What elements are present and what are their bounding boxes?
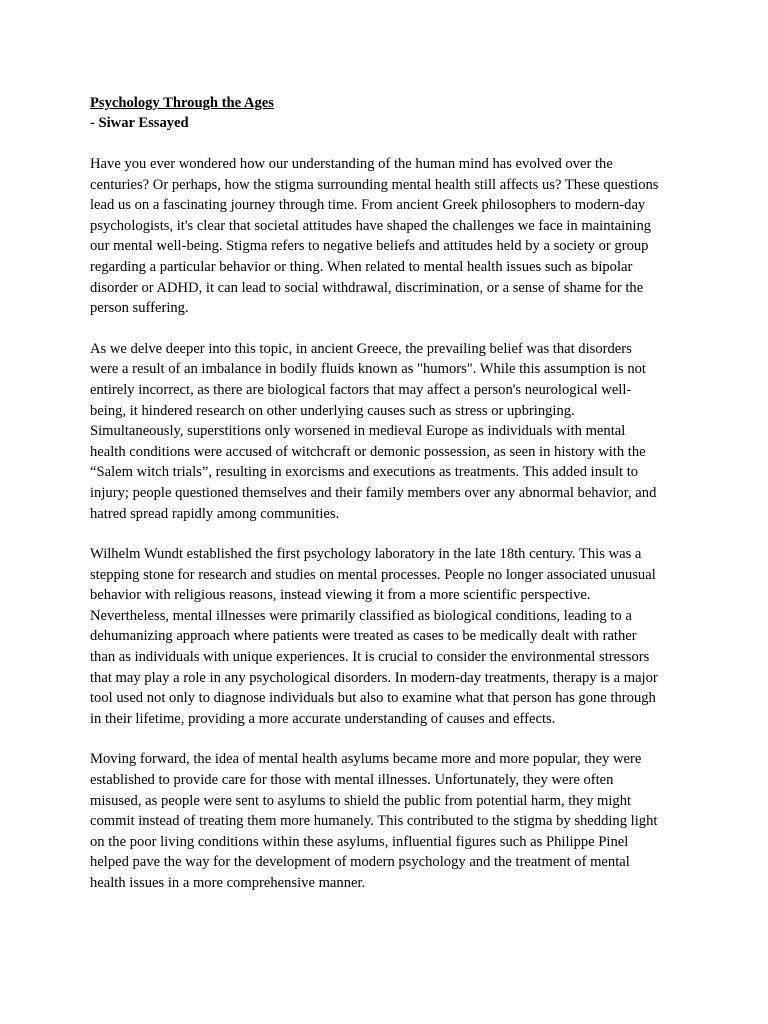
- paragraph-line: hatred spread rapidly among communities.: [90, 505, 340, 522]
- paragraph-line: stepping stone for research and studies on mental processes. People no longer associated unusual: [90, 566, 656, 583]
- paragraph: [90, 154, 690, 319]
- paragraph-line: helped pave the way for the development of modern psychology and the treatment of mental: [90, 854, 630, 871]
- paragraph-line: health conditions were accused of witchcraft or demonic possession, as seen in history with the: [90, 443, 646, 460]
- paragraph-line: regarding a particular behavior or thing. When related to mental health issues such as bipolar: [90, 258, 633, 275]
- paragraph-line: injury; people questioned themselves and their family members over any abnormal behavior, and: [90, 484, 657, 501]
- paragraph-line: Wilhelm Wundt established the first psychology laboratory in the late 18th century. This was a: [90, 546, 642, 563]
- paragraph-line: established to provide care for those with mental illnesses. Unfortunately, they were often: [90, 772, 614, 789]
- paragraph-line: misused, as people were sent to asylums to shield the public from potential harm, they might: [90, 792, 632, 809]
- paragraph-line: behavior with religious reasons, instead viewing it from a more scientific perspective.: [90, 587, 591, 604]
- paragraph-line: disorder or ADHD, it can lead to social withdrawal, discrimination, or a sense of shame for the: [90, 279, 644, 296]
- paragraph-line: Have you ever wondered how our understanding of the human mind has evolved over the: [90, 156, 613, 172]
- paragraph-line: than as individuals with unique experiences. It is crucial to consider the environmental stressors: [90, 649, 650, 666]
- paragraph-line: Moving forward, the idea of mental health asylums became more and more popular, they were: [90, 751, 642, 768]
- paragraph-line: dehumanizing approach where patients were treated as cases to be medically dealt with rather: [90, 628, 637, 645]
- document-body: [90, 93, 690, 894]
- paragraph-line: health issues in a more comprehensive manner.: [90, 875, 366, 891]
- paragraph-line: Nevertheless, mental illnesses were primarily classified as biological conditions, leading to a: [90, 607, 632, 624]
- paragraph-line: in their lifetime, providing a more accurate understanding of causes and effects.: [90, 710, 556, 727]
- document-title: Psychology Through the Ages: [90, 95, 274, 111]
- paragraph: [90, 749, 690, 893]
- paragraph: [90, 544, 690, 729]
- document-author: - Siwar Essayed: [90, 115, 189, 131]
- paragraph-line: lead us on a fascinating journey through time. From ancient Greek philosophers to modern-day: [90, 197, 646, 214]
- paragraph-line: our mental well-being. Stigma refers to negative beliefs and attitudes held by a society or group: [90, 238, 649, 255]
- paragraph: [90, 339, 690, 524]
- paragraph-line: entirely incorrect, as there are biological factors that may affect a person's neurological well-: [90, 381, 632, 398]
- paragraph-line: were a result of an imbalance in bodily fluids known as "humors". While this assumption is not: [90, 361, 646, 378]
- paragraph-spacer: [90, 729, 690, 749]
- paragraphs-container: [90, 154, 690, 894]
- header-spacer: [90, 133, 690, 154]
- paragraph-line: person suffering.: [90, 300, 189, 317]
- paragraph-line: centuries? Or perhaps, how the stigma surrounding mental health still affects us? These questions: [90, 176, 659, 193]
- paragraph-line: “Salem witch trials”, resulting in exorcisms and executions as treatments. This added insult to: [90, 464, 639, 481]
- paragraph-line: Simultaneously, superstitions only worsened in medieval Europe as individuals with mental: [90, 423, 626, 440]
- paragraph-spacer: [90, 319, 690, 339]
- paragraph-line: tool used not only to diagnose individuals but also to examine what that person has gone through: [90, 690, 656, 707]
- paragraph-line: psychologists, it's clear that societal attitudes have shaped the challenges we face in maintaining: [90, 217, 652, 234]
- paragraph-line: As we delve deeper into this topic, in ancient Greece, the prevailing belief was that disorders: [90, 340, 632, 357]
- paragraph-spacer: [90, 524, 690, 544]
- paragraph-line: being, it hindered research on other underlying causes such as stress or upbringing.: [90, 402, 575, 419]
- paragraph-line: on the poor living conditions within these asylums, influential figures such as Philippe Pinel: [90, 833, 629, 850]
- paragraph-line: commit instead of treating them more humanely. This contributed to the stigma by shedding light: [90, 813, 658, 830]
- paragraph-line: that may play a role in any psychological disorders. In modern-day treatments, therapy is a major: [90, 669, 658, 686]
